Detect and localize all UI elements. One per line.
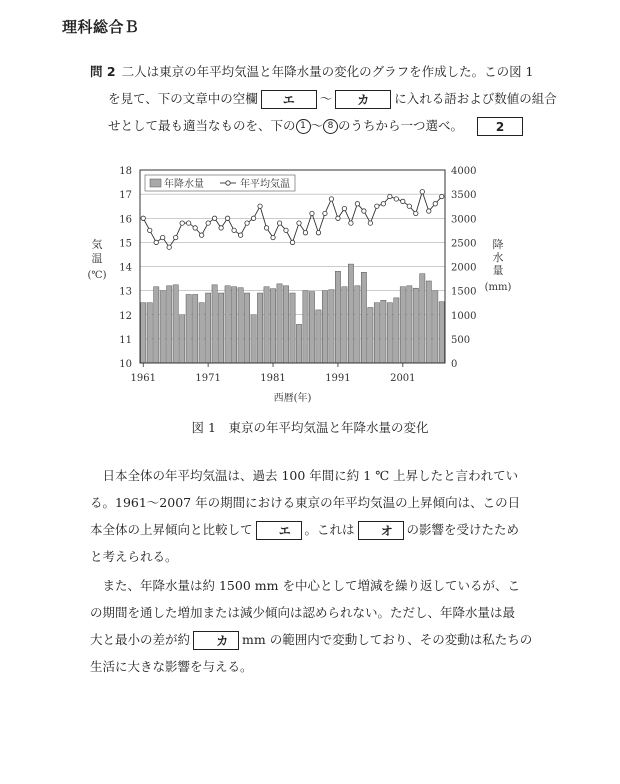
figure-caption: 図 1 東京の年平均気温と年降水量の変化: [191, 420, 429, 435]
passage-blank-e-box: エ: [256, 521, 302, 540]
temp-point: [154, 240, 158, 244]
answer-number-box: 2: [477, 117, 523, 136]
right-tick-label: 4000: [451, 166, 477, 177]
temp-point: [362, 209, 366, 213]
left-tick-label: 17: [119, 190, 132, 202]
precip-bar: [394, 298, 399, 363]
temp-point: [381, 202, 385, 206]
left-axis-label-char: 気: [91, 238, 103, 251]
left-tick-label: 13: [119, 286, 132, 298]
temp-point: [225, 216, 229, 220]
x-axis-label: 西暦(年): [273, 393, 312, 404]
left-tick-label: 12: [119, 310, 132, 322]
temp-point: [186, 221, 190, 225]
precip-bar: [264, 287, 269, 363]
precip-bar: [186, 294, 191, 363]
temp-point: [388, 194, 392, 198]
right-tick-label: 3500: [451, 190, 477, 202]
temp-point: [232, 228, 236, 232]
x-tick-label: 2001: [390, 373, 416, 384]
left-tick-label: 10: [119, 359, 132, 370]
temp-point: [193, 226, 197, 230]
temp-point: [264, 226, 268, 230]
precip-bar: [270, 289, 275, 363]
left-tick-label: 18: [119, 166, 132, 177]
section-title: 理科総合Ｂ: [62, 18, 140, 36]
chart-svg: [85, 160, 525, 420]
left-tick-label: 15: [119, 238, 132, 250]
temp-point: [407, 204, 411, 208]
precip-bar: [257, 293, 262, 363]
temp-point: [271, 235, 275, 239]
temp-point: [173, 235, 177, 239]
figure-1-chart: [85, 160, 525, 420]
precip-bar: [244, 293, 249, 363]
temp-point: [433, 202, 437, 206]
passage-p1-line-1: 日本全体の年平均気温は、過去 100 年間に約 1 ℃ 上昇したと言われてい: [102, 468, 519, 483]
blank-e-box: エ: [261, 90, 317, 109]
temp-point: [368, 221, 372, 225]
question-text-1: 二人は東京の年平均気温と年降水量の変化のグラフを作成した。この図 1: [121, 64, 534, 79]
question-line-3: [90, 112, 560, 139]
right-tick-label: 3000: [451, 214, 477, 226]
precip-bar: [290, 293, 295, 363]
passage-paragraph-2: [90, 572, 550, 680]
tilde: ～: [319, 91, 333, 106]
left-tick-label: 14: [119, 262, 132, 274]
precip-bar: [303, 291, 308, 363]
precip-bar: [407, 286, 412, 363]
temp-point: [375, 204, 379, 208]
precip-bar: [173, 285, 178, 363]
x-tick-label: 1971: [195, 373, 221, 384]
precip-bar: [251, 315, 256, 363]
precip-bar: [218, 293, 223, 363]
passage-blank-ka-box: カ: [193, 631, 239, 650]
temp-point: [277, 221, 281, 225]
precip-bar: [283, 286, 288, 363]
passage-p2-line-3a: 大と最小の差が約: [90, 632, 191, 647]
passage-p1-line-3c: の影響を受けたため: [406, 522, 520, 537]
legend-bar-swatch: [150, 179, 161, 187]
precip-bar: [439, 302, 444, 363]
passage-p2-line-2: の期間を通した増加または減少傾向は認められない。ただし、年降水量は最: [90, 605, 516, 620]
precip-bar: [381, 300, 386, 363]
legend-bar-label: 年降水量: [164, 179, 204, 190]
right-axis-label-char: 量: [492, 264, 504, 277]
temp-point: [394, 197, 398, 201]
precip-bar: [199, 303, 204, 363]
precip-bar: [231, 287, 236, 363]
temp-point: [245, 221, 249, 225]
precip-bar: [348, 264, 353, 363]
right-tick-label: 500: [451, 334, 471, 346]
left-axis-label-char: 温: [91, 252, 103, 265]
temp-point: [284, 228, 288, 232]
temp-point: [212, 216, 216, 220]
passage-p2-line-1: また、年降水量は約 1500 mm を中心として増減を繰り返しているが、こ: [102, 578, 520, 593]
precip-bar: [433, 291, 438, 363]
temp-point: [342, 206, 346, 210]
temp-point: [297, 221, 301, 225]
precip-bar: [277, 284, 282, 363]
left-axis-label-unit: (℃): [87, 270, 107, 281]
precip-bar: [238, 288, 243, 363]
right-axis-label-char: 水: [492, 251, 504, 264]
passage: [90, 462, 550, 682]
precip-bar: [322, 291, 327, 363]
x-tick-label: 1981: [260, 373, 286, 384]
temp-point: [180, 221, 184, 225]
temp-point: [329, 197, 333, 201]
precip-bar: [355, 286, 360, 363]
precip-bar: [413, 288, 418, 363]
temp-point: [219, 226, 223, 230]
right-tick-label: 2500: [451, 238, 477, 250]
temp-point: [141, 216, 145, 220]
temp-point: [290, 240, 294, 244]
passage-p2-line-3b: mm の範囲内で変動しており、その変動は私たちの: [242, 632, 533, 647]
temp-point: [355, 202, 359, 206]
question-text-3b: のうちから一つ選べ。: [338, 118, 464, 133]
precip-bar: [368, 308, 373, 363]
question-line-2: [90, 85, 560, 112]
precip-bar: [141, 303, 146, 363]
temp-point: [167, 245, 171, 249]
precip-bar: [361, 272, 366, 363]
precip-bar: [160, 291, 165, 363]
temp-point: [427, 209, 431, 213]
precip-bar: [335, 271, 340, 363]
temp-point: [258, 204, 262, 208]
right-tick-label: 2000: [451, 262, 477, 274]
right-tick-label: 0: [451, 359, 458, 370]
precip-bar: [374, 303, 379, 363]
legend-line-marker: [226, 181, 230, 185]
temp-point: [316, 231, 320, 235]
passage-p2-line-4: 生活に大きな影響を与える。: [90, 659, 253, 674]
passage-p1-line-3a: 本全体の上昇傾向と比較して: [90, 522, 253, 537]
blank-ka-box: カ: [335, 90, 391, 109]
precip-bar: [225, 286, 230, 363]
precip-bar: [167, 286, 172, 363]
precip-bar: [400, 287, 405, 363]
option-last-circle: 8: [323, 119, 338, 134]
right-axis-label-unit: (mm): [484, 282, 512, 293]
precip-bar: [316, 310, 321, 363]
question-number: 問 2: [90, 64, 116, 79]
passage-paragraph-1: [90, 462, 550, 570]
temp-point: [238, 233, 242, 237]
temp-point: [401, 199, 405, 203]
passage-p1-line-2: る。1961～2007 年の期間における東京の年平均気温の上昇傾向は、この日: [90, 495, 521, 510]
precip-bar: [387, 303, 392, 363]
precip-bar: [205, 293, 210, 363]
temp-point: [310, 211, 314, 215]
precip-bar: [329, 290, 334, 363]
x-tick-label: 1961: [130, 373, 156, 384]
question-block: [90, 58, 560, 139]
question-line-1: [90, 58, 560, 85]
precip-bar: [309, 292, 314, 363]
tilde-2: ～: [310, 118, 324, 133]
option-first-circle: 1: [296, 119, 311, 134]
temp-point: [199, 233, 203, 237]
left-tick-label: 16: [119, 214, 132, 226]
precip-bar: [180, 315, 185, 363]
precip-bar: [342, 287, 347, 363]
question-text-2b: に入れる語および数値の組合: [394, 91, 557, 106]
temp-point: [251, 216, 255, 220]
temp-point: [420, 190, 424, 194]
right-axis-label-char: 降: [492, 238, 504, 251]
temp-point: [303, 231, 307, 235]
temp-point: [336, 216, 340, 220]
precip-bar: [147, 303, 152, 363]
temp-point: [440, 194, 444, 198]
right-tick-label: 1000: [451, 310, 477, 322]
legend-line-label: 年平均気温: [240, 179, 290, 190]
temp-point: [349, 221, 353, 225]
temp-point: [148, 228, 152, 232]
precip-bar: [154, 287, 159, 363]
x-tick-label: 1991: [325, 373, 351, 384]
temp-point: [414, 211, 418, 215]
precip-bar: [212, 285, 217, 363]
question-text-2a: を見て、下の文章中の空欄: [108, 91, 258, 106]
temp-point: [323, 211, 327, 215]
passage-p1-line-3b: 。これは: [304, 522, 355, 537]
temp-point: [161, 235, 165, 239]
right-tick-label: 1500: [451, 286, 477, 298]
question-text-3a: せとして最も適当なものを、下の: [108, 118, 296, 133]
precip-bar: [426, 281, 431, 363]
temp-point: [206, 221, 210, 225]
precip-bar: [193, 294, 198, 363]
passage-blank-o-box: オ: [358, 521, 404, 540]
left-tick-label: 11: [119, 334, 132, 346]
precip-bar: [420, 274, 425, 363]
passage-p1-line-4: と考えられる。: [90, 549, 178, 564]
precip-bar: [296, 324, 301, 363]
